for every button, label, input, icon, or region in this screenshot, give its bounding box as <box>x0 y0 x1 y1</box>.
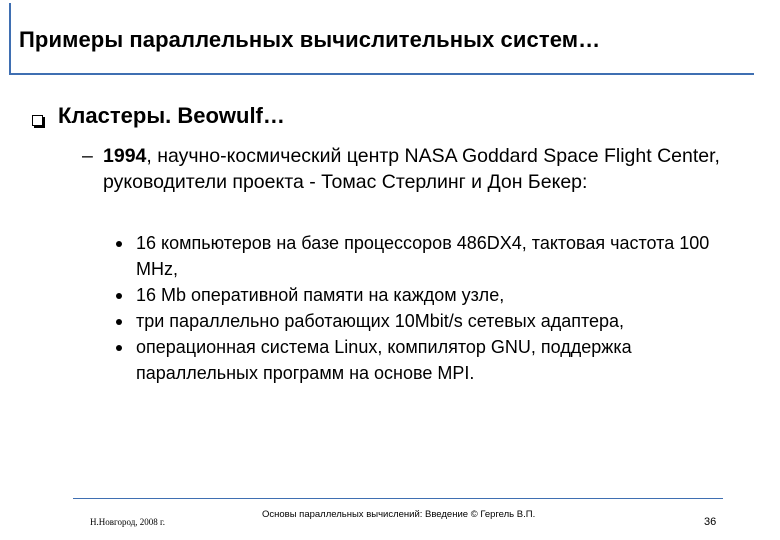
title-accent-vertical <box>9 3 11 74</box>
dot-bullet-icon <box>116 241 122 247</box>
list-item: 16 компьютеров на базе процессоров 486DX4, тактовая частота 100 MHz, <box>116 230 756 282</box>
list-item: операционная система Linux, компилятор GNU, поддержка параллельных программ на основе MPI. <box>116 334 756 386</box>
bullet-level1-text: Кластеры. Beowulf… <box>58 103 285 128</box>
bullet-level3-list <box>116 230 756 386</box>
list-item: 16 Mb оперативной памяти на каждом узле, <box>116 282 756 308</box>
dash-bullet-icon: – <box>82 145 93 167</box>
title-accent-underline <box>9 73 754 75</box>
dot-bullet-icon <box>116 345 122 351</box>
footer-location: Н.Новгород, 2008 г. <box>90 517 165 527</box>
bullet-level1 <box>42 103 285 129</box>
bullet-level2-text <box>103 143 732 195</box>
slide-title: Примеры параллельных вычислительных систем… <box>19 27 601 52</box>
list-item: три параллельно работающих 10Mbit/s сетевых адаптера, <box>116 308 756 334</box>
year-text: 1994 <box>103 145 147 167</box>
footer-course-title: Основы параллельных вычислений: Введение © Гергель В.П. <box>262 509 536 520</box>
bullet-level2 <box>82 143 732 195</box>
dot-bullet-icon <box>116 293 122 299</box>
footer-divider <box>73 498 723 499</box>
square-bullet-icon <box>32 115 43 126</box>
bullet-level2-rest: , научно-космический центр NASA Goddard Space Flight Center, руководители проекта - Томас Стерлинг и Дон Бекер: <box>103 145 720 193</box>
page-number: 36 <box>704 516 717 528</box>
dot-bullet-icon <box>116 319 122 325</box>
